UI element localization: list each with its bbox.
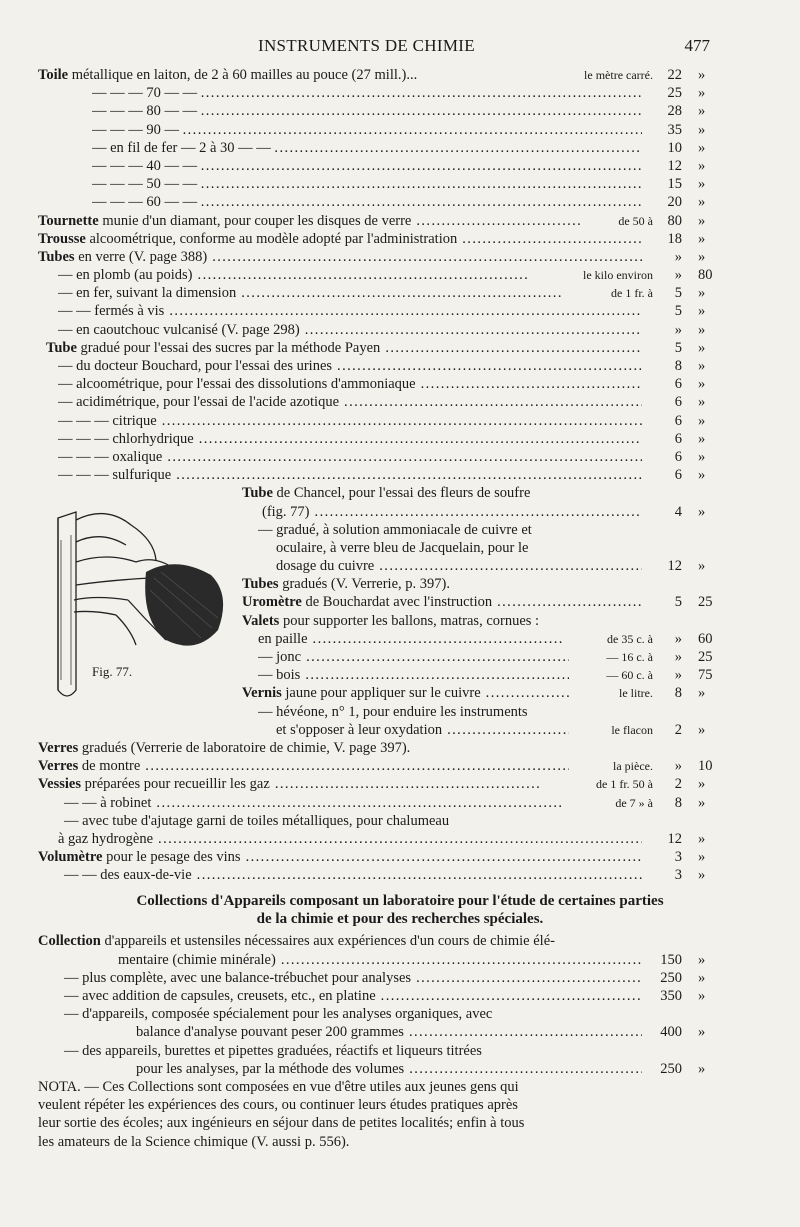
entry-text [276, 721, 569, 739]
list-item [0, 212, 800, 230]
page-number: 477 [684, 36, 710, 55]
price-francs: 3 [674, 867, 682, 884]
entry-term: Verres [38, 739, 79, 756]
entry-description: oculaire, à verre bleu de Jacquelain, pour le [276, 539, 529, 556]
entry-text [276, 539, 760, 557]
entry-description: balance d'analyse pouvant peser 200 grammes [136, 1024, 404, 1041]
entry-description: dosage du cuivre [276, 558, 375, 575]
list-item [0, 230, 800, 248]
page-title: INSTRUMENTS DE CHIMIE [258, 36, 475, 55]
price-francs: 6 [674, 430, 682, 447]
entry-description: — du docteur Bouchard, pour l'essai des urines [58, 358, 333, 374]
entry-unit: de 7 » à [615, 795, 653, 810]
price-centimes: » [698, 157, 706, 174]
price-centimes: » [698, 376, 706, 393]
entry-unit: de 50 à [618, 213, 653, 228]
entry-text [64, 987, 642, 1005]
entry-text [258, 703, 760, 721]
entry-text [38, 739, 760, 757]
entry-unit: le kilo environ [583, 268, 653, 283]
entry-description: de Bouchardat avec l'instruction [301, 594, 493, 611]
entry-text [242, 684, 569, 702]
entry-text [58, 393, 642, 411]
entry-text [64, 866, 642, 884]
entry-unit: la pièce. [613, 759, 653, 774]
entry-text [58, 284, 562, 302]
entry-term: Trousse [38, 230, 86, 247]
entry-text [136, 1023, 642, 1041]
entry-text [58, 412, 642, 430]
entry-text [242, 612, 760, 630]
entry-text [58, 466, 642, 484]
price-centimes: » [698, 867, 706, 884]
price-centimes: » [698, 467, 706, 484]
price-centimes: 25 [698, 649, 713, 665]
entry-term: Tubes [242, 576, 279, 593]
price-francs: 12 [667, 157, 682, 174]
list-item [0, 157, 800, 175]
entry-description: — — — 50 — — [92, 176, 201, 193]
price-centimes: » [698, 558, 706, 575]
price-centimes: » [698, 248, 706, 265]
list-item [0, 969, 800, 987]
list-item [0, 66, 800, 84]
figure-77-hand-holding-tube [36, 500, 236, 715]
list-item [0, 248, 800, 266]
entry-description: et s'opposer à leur oxydation [276, 721, 443, 738]
list-item [0, 302, 800, 320]
list-item [0, 866, 800, 884]
entry-description: — hévéone, n° 1, pour enduire les instruments [258, 703, 528, 720]
price-francs: » [674, 758, 682, 775]
entry-description: jaune pour appliquer sur le cuivre [281, 685, 481, 702]
price-francs: 15 [667, 176, 682, 193]
entry-term: Collection [38, 933, 101, 950]
entry-text [38, 848, 642, 866]
entry-description: — — — 90 — [92, 121, 183, 138]
entry-text [92, 175, 642, 193]
entry-description: — en fer, suivant la dimension [58, 285, 237, 302]
list-item [0, 430, 800, 448]
price-francs: 28 [667, 103, 682, 120]
entry-text [92, 102, 642, 120]
entry-text [58, 266, 529, 284]
list-item [0, 830, 800, 848]
entry-term: Tube [46, 339, 77, 356]
entry-description: de Chancel, pour l'essai des fleurs de soufre [272, 485, 531, 502]
entry-text [242, 593, 642, 611]
entry-unit: le litre. [619, 686, 653, 701]
price-francs: » [674, 267, 682, 284]
nota-paragraph [38, 1078, 716, 1151]
list-item [0, 1042, 800, 1060]
entry-description: — d'appareils, composée spécialement pour les analyses organiques, avec [64, 1006, 493, 1023]
price-francs: 22 [667, 67, 682, 83]
list-item [0, 448, 800, 466]
list-item [0, 1023, 800, 1041]
entry-description: métallique en laiton, de 2 à 60 mailles au pouce (27 mill.)... [68, 67, 418, 83]
entry-description: — alcoométrique, pour l'essai des dissolutions d'ammoniaque [58, 376, 416, 393]
price-centimes: » [698, 951, 706, 968]
price-centimes: 80 [698, 267, 713, 284]
entry-description: — acidimétrique, pour l'essai de l'acide azotique [58, 394, 340, 411]
entry-description: — — des eaux-de-vie [64, 867, 192, 884]
list-item [0, 102, 800, 120]
price-centimes: » [698, 830, 706, 847]
price-francs: » [674, 649, 682, 665]
entry-text [38, 230, 642, 248]
list-item [0, 412, 800, 430]
entry-unit: — 60 c. à [606, 668, 653, 683]
entry-description: — plus complète, avec une balance-trébuchet pour analyses [64, 969, 412, 986]
entry-text [58, 375, 642, 393]
price-francs: 12 [667, 830, 682, 847]
entry-unit: de 1 fr. 50 à [596, 777, 653, 792]
section-heading: Collections d'Appareils composant un laboratoire pour l'étude de certaines parties [136, 893, 664, 910]
entry-description: — bois [258, 667, 301, 684]
price-francs: 2 [674, 721, 682, 738]
price-centimes: » [698, 176, 706, 193]
price-centimes: » [698, 121, 706, 138]
price-francs: » [674, 321, 682, 338]
entry-unit: le flacon [611, 722, 653, 737]
price-centimes: » [698, 85, 706, 102]
price-francs: » [674, 667, 682, 684]
price-francs: 6 [674, 394, 682, 411]
entry-text [64, 1042, 760, 1060]
entry-text [262, 503, 642, 521]
entry-description: de montre [78, 758, 141, 775]
entry-term: Tubes [38, 248, 75, 265]
nota-line: leur sortie des écoles; aux ingénieurs en séjour dans de petites localités; enfin à tous [38, 1115, 525, 1132]
price-francs: 8 [674, 685, 682, 702]
list-item [0, 175, 800, 193]
price-francs: 6 [674, 467, 682, 484]
list-item [0, 794, 800, 812]
entry-description: préparées pour recueillir les gaz [80, 776, 270, 793]
entry-text [258, 521, 760, 539]
entry-text [136, 1060, 642, 1078]
entry-text [58, 448, 642, 466]
entry-term: Vernis [242, 685, 282, 702]
list-item [0, 775, 800, 793]
price-centimes: » [698, 358, 706, 374]
entry-description: — — — 80 — — [92, 103, 201, 120]
price-centimes: » [698, 230, 706, 247]
list-item [0, 339, 800, 357]
entry-unit: de 1 fr. à [611, 286, 653, 301]
entry-text [92, 139, 642, 157]
entry-term: Verres [38, 758, 79, 775]
list-item [0, 987, 800, 1005]
price-francs: 12 [667, 558, 682, 575]
price-centimes: » [698, 67, 706, 83]
entry-description: — — — 70 — — [92, 85, 201, 102]
nota-line: les amateurs de la Science chimique (V. aussi p. 556). [38, 1133, 350, 1150]
entry-text [242, 484, 760, 502]
price-francs: 5 [674, 594, 682, 611]
price-francs: » [674, 630, 682, 647]
price-centimes: » [698, 412, 706, 429]
nota-line: veulent répéter les expériences des cours, ou continuer leurs études pratiques après [38, 1097, 518, 1114]
entry-text [118, 951, 642, 969]
list-item [0, 757, 800, 775]
price-francs: 5 [674, 303, 682, 320]
price-francs: 18 [667, 230, 682, 247]
price-centimes: » [698, 969, 706, 986]
entry-description: munie d'un diamant, pour couper les disques de verre [98, 212, 412, 229]
entry-description: (fig. 77) [262, 503, 310, 520]
entry-description: pour le pesage des vins [102, 849, 241, 866]
entry-text [276, 557, 642, 575]
price-centimes: » [698, 285, 706, 302]
entry-text [58, 830, 642, 848]
section-heading: de la chimie et pour des recherches spéciales. [256, 911, 544, 928]
list-item [0, 193, 800, 211]
entry-text [258, 666, 569, 684]
entry-term: Valets [242, 612, 280, 629]
entry-description: — — — sulfurique [58, 467, 172, 484]
entry-text [92, 121, 642, 139]
price-centimes: » [698, 849, 706, 866]
price-centimes: » [698, 1060, 706, 1077]
list-item [0, 848, 800, 866]
list-item [0, 84, 800, 102]
list-item [0, 739, 800, 757]
entry-text [64, 1005, 760, 1023]
price-centimes: » [698, 1024, 706, 1041]
price-centimes: 75 [698, 667, 713, 684]
entry-description: — — — oxalique [58, 448, 163, 465]
price-centimes: » [698, 430, 706, 447]
price-francs: 250 [660, 1060, 682, 1077]
entry-description: en paille [258, 630, 308, 647]
price-centimes: » [698, 103, 706, 120]
entry-description: — — fermés à vis [58, 303, 165, 320]
price-centimes: » [698, 988, 706, 1004]
nota-label: NOTA. [38, 1078, 81, 1095]
list-item [0, 375, 800, 393]
price-centimes: » [698, 448, 706, 465]
price-centimes: » [698, 303, 706, 320]
entry-text [64, 969, 642, 987]
entry-description: — — à robinet [64, 794, 152, 811]
entry-description: — — — 60 — — [92, 194, 201, 211]
entry-unit: de 35 c. à [607, 631, 653, 646]
list-item [0, 266, 800, 284]
entry-text [38, 212, 582, 230]
price-centimes: » [698, 321, 706, 338]
entry-text [38, 932, 760, 950]
entry-description: — en fil de fer — 2 à 30 — — [92, 139, 275, 156]
list-item [0, 321, 800, 339]
entry-text [92, 157, 642, 175]
entry-text [64, 812, 760, 830]
entry-description: gradué pour l'essai des sucres par la méthode Payen [76, 339, 381, 356]
price-centimes: 10 [698, 758, 713, 775]
entry-description: — avec tube d'ajutage garni de toiles métalliques, pour chalumeau [64, 812, 450, 829]
entry-description: — gradué, à solution ammoniacale de cuivre et [258, 521, 532, 538]
list-item [0, 1005, 800, 1023]
entry-text [242, 575, 760, 593]
entry-term: Tube [242, 485, 273, 502]
entry-text [38, 248, 642, 266]
running-header [0, 36, 800, 60]
price-centimes: » [698, 776, 706, 793]
price-francs: 8 [674, 794, 682, 811]
entry-description: — en plomb (au poids) [58, 267, 193, 284]
entry-description: — — — citrique [58, 412, 157, 429]
entry-description: — jonc [258, 649, 302, 665]
price-francs: 20 [667, 194, 682, 211]
entry-description: — — — 40 — — [92, 157, 201, 174]
list-item [0, 932, 800, 950]
price-francs: 3 [674, 849, 682, 866]
entry-description: mentaire (chimie minérale) [118, 951, 276, 968]
price-centimes: 25 [698, 594, 713, 611]
price-francs: 6 [674, 448, 682, 465]
entry-text [92, 84, 642, 102]
entry-description: gradués (V. Verrerie, p. 397). [278, 576, 450, 593]
entry-description: — des appareils, burettes et pipettes graduées, réactifs et liqueurs titrées [64, 1042, 482, 1059]
entry-unit: — 16 c. à [606, 650, 653, 664]
list-item [0, 721, 800, 739]
price-francs: 150 [660, 951, 682, 968]
list-item [0, 466, 800, 484]
entry-term: Toile [38, 67, 69, 83]
figure-caption: Fig. 77. [92, 664, 133, 679]
entry-description: en verre (V. page 388) [74, 248, 208, 265]
entry-text [64, 794, 562, 812]
entry-description: — avec addition de capsules, creusets, etc., en platine [64, 988, 376, 1004]
entry-description: pour supporter les ballons, matras, cornues : [279, 612, 540, 629]
price-francs: 35 [667, 121, 682, 138]
price-francs: 6 [674, 412, 682, 429]
price-centimes: » [698, 212, 706, 229]
price-centimes: 60 [698, 630, 713, 647]
price-francs: 10 [667, 139, 682, 156]
price-francs: 25 [667, 85, 682, 102]
price-centimes: » [698, 503, 706, 520]
entry-text [58, 430, 642, 448]
entry-text [58, 302, 642, 320]
list-item [0, 357, 800, 375]
price-francs: 2 [674, 776, 682, 793]
price-francs: 350 [660, 988, 682, 1004]
price-centimes: » [698, 194, 706, 211]
price-francs: 400 [660, 1024, 682, 1041]
price-francs: 5 [674, 339, 682, 356]
nota-line: — Ces Collections sont composées en vue d'être utiles aux jeunes gens qui [80, 1078, 519, 1095]
entry-description: pour les analyses, par la méthode des volumes [136, 1060, 405, 1077]
list-item [0, 1060, 800, 1078]
entry-term: Tournette [38, 212, 99, 229]
entry-text [58, 321, 642, 339]
entry-text [258, 630, 562, 648]
price-francs: 5 [674, 285, 682, 302]
price-centimes: » [698, 685, 706, 702]
entry-description: d'appareils et ustensiles nécessaires aux expériences d'un cours de chimie élé- [100, 933, 555, 950]
price-centimes: » [698, 394, 706, 411]
price-francs: » [674, 248, 682, 265]
list-item [0, 812, 800, 830]
entry-text [38, 757, 569, 775]
entry-description: gradués (Verrerie de laboratoire de chimie, V. page 397). [78, 739, 411, 756]
entry-description: — en caoutchouc vulcanisé (V. page 298) [58, 321, 300, 338]
entry-text [258, 648, 569, 666]
entry-term: Volumètre [38, 849, 103, 866]
price-francs: 8 [674, 358, 682, 374]
entry-unit: le mètre carré. [584, 68, 653, 82]
list-item [0, 393, 800, 411]
list-item [0, 139, 800, 157]
entry-description: alcoométrique, conforme au modèle adopté par l'administration [85, 230, 458, 247]
price-centimes: » [698, 721, 706, 738]
entry-text [46, 339, 642, 357]
entry-text [92, 193, 642, 211]
price-francs: 4 [674, 503, 682, 520]
price-centimes: » [698, 139, 706, 156]
list-item [0, 121, 800, 139]
price-centimes: » [698, 794, 706, 811]
entry-term: Uromètre [242, 594, 302, 611]
list-item [0, 284, 800, 302]
entry-description: — — — chlorhydrique [58, 430, 194, 447]
price-francs: 80 [667, 212, 682, 229]
price-francs: 250 [660, 969, 682, 986]
price-francs: 6 [674, 376, 682, 393]
entry-description: à gaz hydrogène [58, 830, 154, 847]
entry-term: Vessies [38, 776, 81, 793]
entry-text [58, 357, 642, 375]
entry-text [38, 775, 542, 793]
list-item [0, 951, 800, 969]
price-centimes: » [698, 339, 706, 356]
